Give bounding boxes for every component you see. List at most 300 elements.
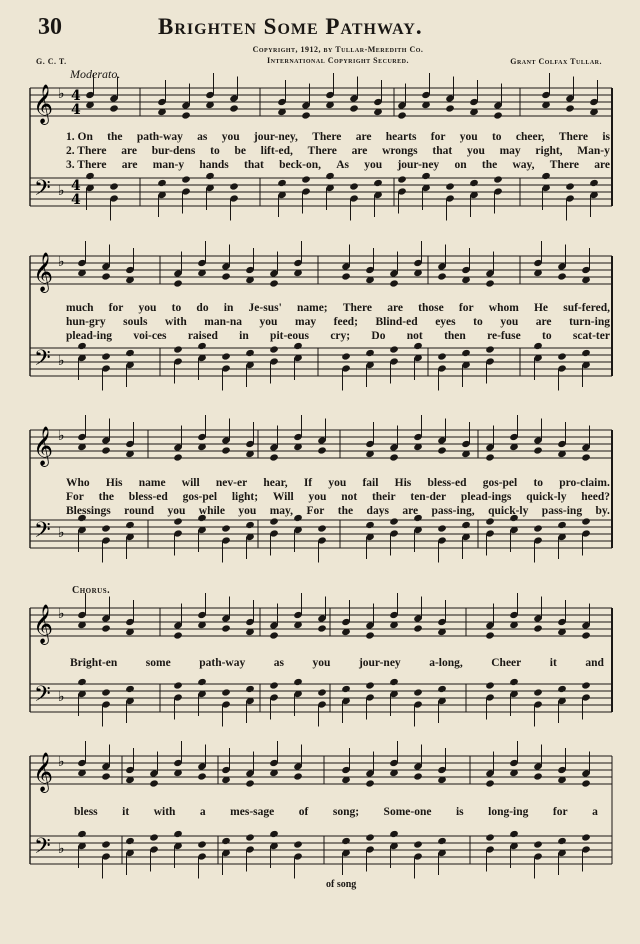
time-signature-digit: 4 [71,192,81,208]
notehead [413,342,423,350]
lyric-syllable: bless-ed [128,491,168,503]
flat-sign-icon: ♭ [58,841,65,857]
lyric-syllable: you [328,477,347,489]
lyric-syllable: raised [187,330,218,342]
lyric-syllable: may [295,316,317,328]
lyric-syllable: As [336,159,350,171]
lyric-syllable: pit-eous [270,330,310,342]
notehead [397,175,407,183]
lyric-syllable: beck-on, [279,159,321,171]
lyric-syllable: to [210,145,220,157]
lyric-syllable: right, [535,145,563,157]
notehead [245,779,255,787]
lyric-syllable: There [549,159,579,171]
notehead [589,179,599,187]
notehead [269,453,279,461]
lyric-syllable: ten-der [410,491,447,503]
lyric-syllable: to [533,477,544,489]
lyric-syllable: not [406,330,423,342]
notehead [485,517,495,525]
notehead [389,279,399,287]
lyric-syllable: voi-ces [133,330,167,342]
treble-clef-icon: 𝄞 [33,84,54,124]
lyric-syllable: for [552,806,568,818]
lyric-syllable: you [138,302,157,314]
lyric-syllable: you [459,131,478,143]
lyric-syllable: There [312,131,342,143]
lyric-syllable: hands [199,159,229,171]
flat-sign-icon: ♭ [58,86,65,102]
notehead [445,104,455,112]
lyric-syllable: a [199,806,206,818]
lyrics-system3-verse3 [66,505,610,517]
notehead [557,521,567,529]
notehead [101,772,111,780]
notehead [293,342,303,350]
lyric-syllable: man-y [152,159,185,171]
lyric-syllable: quick-ly [526,491,567,503]
lyric-syllable: by. [595,505,610,517]
notehead [125,521,135,529]
time-signature-digit: 4 [71,178,81,194]
notehead [341,837,351,845]
notehead [173,631,183,639]
flat-sign-icon: ♭ [58,254,65,270]
notehead [125,685,135,693]
lyric-syllable: the [337,505,354,517]
lyric-syllable: you [238,505,257,517]
lyric-syllable: for [458,302,474,314]
notehead [221,524,231,532]
lyric-syllable: it [549,657,557,669]
notehead [541,172,551,180]
lyric-syllable: to [542,330,552,342]
notehead [109,104,119,112]
lyric-syllable: to [491,131,502,143]
lyric-syllable: you [308,491,327,503]
notehead [365,521,375,529]
notehead [389,830,399,838]
notehead [413,840,423,848]
lyric-syllable: name; [296,302,328,314]
notehead [205,172,215,180]
lyric-syllable: suf-fered, [563,302,610,314]
lyric-syllable: Je-sus' [248,302,282,314]
notehead [485,779,495,787]
lyric-syllable: eyes [435,316,456,328]
notehead [197,772,207,780]
lyric-syllable: There [342,302,372,314]
lyric-syllable: is [455,806,464,818]
notehead [509,678,519,686]
lyric-syllable: re-fuse [487,330,521,342]
notehead [365,681,375,689]
notehead [293,840,303,848]
lyric-syllable: are [121,145,137,157]
lyrics-system2-verse2 [66,316,610,328]
notehead [509,830,519,838]
notehead [421,172,431,180]
time-signature-digit: 4 [71,88,81,104]
flat-sign-icon: ♭ [58,353,65,369]
lyric-syllable: For [306,505,325,517]
notehead [365,833,375,841]
lyric-syllable: do [196,302,209,314]
flat-sign-icon: ♭ [58,525,65,541]
notehead [557,352,567,360]
notehead [221,352,231,360]
lyric-syllable: days [366,505,389,517]
lyric-syllable: pro-claim. [559,477,610,489]
lyric-syllable: while [198,505,225,517]
notehead [269,279,279,287]
notehead [181,175,191,183]
notehead [437,446,447,454]
treble-clef-icon: 𝄞 [33,752,54,792]
lyric-syllable: will [181,477,200,489]
flat-sign-icon: ♭ [58,689,65,705]
notehead [197,840,207,848]
lyric-syllable: 1. On [66,131,93,143]
lyric-syllable: mes-sage [230,806,275,818]
lyric-syllable: Will [272,491,294,503]
notehead [365,779,375,787]
lyric-syllable: you [312,657,331,669]
notehead [365,631,375,639]
notehead [157,179,167,187]
lyric-syllable: are [355,131,372,143]
notehead [445,182,455,190]
lyric-syllable: are [594,159,610,171]
lyric-syllable: as [197,131,208,143]
lyric-syllable: jour-ney [397,159,440,171]
notehead [437,837,447,845]
lyric-syllable: and [585,657,604,669]
lyric-syllable: you [500,316,519,328]
lyric-syllable: plead-ings [460,491,512,503]
notehead [485,681,495,689]
lyric-syllable: are [351,145,368,157]
lyric-syllable: long-ing [488,806,529,818]
hymn-title: Brighten Some Pathway. [158,14,423,39]
notehead [341,685,351,693]
lyric-syllable: Who [66,477,90,489]
lyric-syllable: heed? [581,491,610,503]
lyric-syllable: souls [123,316,148,328]
lyric-syllable: nev-er [215,477,248,489]
lyric-syllable: If [303,477,313,489]
lyric-syllable: for [430,131,446,143]
notehead [293,678,303,686]
notehead [413,772,423,780]
notehead [533,840,543,848]
copyright-line-1: Copyright, 1912, by Tullar-Meredith Co. [252,45,424,54]
notehead [245,349,255,357]
lyric-syllable: gos-pel [182,491,218,503]
notehead [101,352,111,360]
notehead [437,352,447,360]
lyric-syllable: jour-ney [358,657,401,669]
notehead [485,833,495,841]
lyric-syllable: Bright-en [70,657,118,669]
lyric-syllable: feed; [333,316,358,328]
lyric-syllable: turn-ing [569,316,610,328]
notehead [461,521,471,529]
lyric-syllable: much [66,302,94,314]
copyright-line-2: International Copyright Secured. [267,56,409,65]
lyric-syllable: Blind-ed [375,316,418,328]
notehead [173,830,183,838]
lyric-syllable: man-na [204,316,242,328]
notehead [229,182,239,190]
lyric-syllable: are [387,302,403,314]
lyrics-system3-verse2 [66,491,610,503]
notehead [533,624,543,632]
lyric-syllable: a-long, [429,657,463,669]
treble-clef-icon: 𝄞 [33,426,54,466]
notehead [397,111,407,119]
lyric-syllable: then [444,330,466,342]
lyric-syllable: their [371,491,396,503]
notehead [437,685,447,693]
lyrics-system3-verse1 [66,477,610,489]
notehead [565,104,575,112]
lyric-syllable: may, [269,505,294,517]
lyric-syllable: for [108,302,124,314]
lyric-syllable: There [307,145,337,157]
lyric-syllable: way, [512,159,535,171]
notehead [221,837,231,845]
notehead [485,453,495,461]
lyric-syllable: in [223,302,234,314]
lyric-syllable: hear, [263,477,288,489]
notehead [197,342,207,350]
lyric-syllable: to [473,316,483,328]
tempo-marking: Moderato. [70,67,121,81]
notehead [365,349,375,357]
notehead [557,837,567,845]
lyric-syllable: round [124,505,155,517]
lyric-syllable: those [418,302,444,314]
lyric-syllable: path-way [199,657,246,669]
notehead [301,111,311,119]
lyric-syllable: with [153,806,176,818]
notehead [101,524,111,532]
notehead [77,678,87,686]
notehead [317,624,327,632]
notehead [245,521,255,529]
notehead [389,678,399,686]
lyric-syllable: jour-ney, [253,131,298,143]
notehead [349,182,359,190]
bass-clef-icon: 𝄢 [34,176,51,206]
lyric-syllable: song; [332,806,360,818]
lyric-syllable: His [394,477,412,489]
lyric-syllable: may [499,145,521,157]
treble-clef-icon: 𝄞 [33,252,54,292]
notehead [229,104,239,112]
notehead [149,833,159,841]
lyric-syllable: pass-ing [541,505,583,517]
lyric-syllable: to [171,302,182,314]
lyric-syllable: bless-ed [427,477,467,489]
notehead [533,524,543,532]
lyrics-chorus-line2 [74,806,598,818]
lyric-syllable: you [259,316,278,328]
notehead [245,685,255,693]
treble-clef-icon: 𝄞 [33,604,54,644]
lyric-syllable: quick-ly [488,505,529,517]
lyric-syllable: the [107,131,123,143]
lyric-syllable: as [273,657,284,669]
notehead [437,272,447,280]
lyric-syllable: whom [488,302,519,314]
lyric-syllable: fail [362,477,379,489]
notehead [389,517,399,525]
lyric-syllable: it [122,806,130,818]
lyric-syllable: Man-y [577,145,610,157]
lyric-syllable: scat-ter [572,330,610,342]
lyric-syllable: with [165,316,187,328]
notehead [581,517,591,525]
notehead [413,624,423,632]
notehead [197,678,207,686]
notehead [101,446,111,454]
lyric-syllable: that [432,145,453,157]
bass-clef-icon: 𝄢 [34,682,51,712]
notehead [557,685,567,693]
lyric-syllable: are [121,159,138,171]
notehead [341,272,351,280]
lyric-syllable: wrongs [382,145,418,157]
bass-clef-icon: 𝄢 [34,346,51,376]
lyric-syllable: some [145,657,171,669]
notehead [181,111,191,119]
notehead [461,349,471,357]
lyric-syllable: 2. There [66,145,107,157]
lyric-syllable: hearts [385,131,417,143]
bass-clef-icon: 𝄢 [34,834,51,864]
lyric-syllable: For [66,491,84,503]
notehead [581,833,591,841]
notehead [101,272,111,280]
notehead [101,624,111,632]
notehead [173,345,183,353]
lyric-syllable: of [298,806,309,818]
lyric-syllable: gos-pel [482,477,518,489]
lyrics-system1-verse3 [66,159,610,171]
notehead [293,772,303,780]
notehead [533,342,543,350]
page-number: 30 [38,14,62,40]
lyric-syllable: lift-ed, [260,145,293,157]
notehead [581,681,591,689]
notehead [437,524,447,532]
notehead [101,688,111,696]
notehead [149,779,159,787]
notehead [317,446,327,454]
notehead [125,349,135,357]
flat-sign-icon: ♭ [58,428,65,444]
lyric-syllable: is [602,131,610,143]
time-signature-digit: 4 [71,102,81,118]
lyric-syllable: cheer, [515,131,545,143]
flat-sign-icon: ♭ [58,754,65,770]
notehead [349,104,359,112]
notehead [221,688,231,696]
lyric-syllable: cry; [330,330,351,342]
notehead [533,772,543,780]
notehead [173,453,183,461]
notehead [557,272,567,280]
lyric-syllable: are [402,505,419,517]
lyric-syllable: you [167,505,186,517]
lyric-syllable: Some-one [383,806,432,818]
notehead [493,111,503,119]
lyricist-initials: G. C. T. [36,57,67,66]
chorus-label: Chorus. [72,585,111,596]
notehead [485,631,495,639]
bass-clef-icon: 𝄢 [34,518,51,548]
lyric-syllable: you [466,145,485,157]
notehead [125,837,135,845]
lyric-syllable: the [98,491,115,503]
notehead [533,446,543,454]
notehead [221,446,231,454]
lyric-syllable: There [558,131,588,143]
notehead [173,517,183,525]
notehead [493,175,503,183]
notehead [325,172,335,180]
notehead [221,624,231,632]
notehead [581,453,591,461]
notehead [341,352,351,360]
flat-sign-icon: ♭ [58,183,65,199]
notehead [269,517,279,525]
notehead [581,349,591,357]
lyric-syllable: hun-gry [66,316,106,328]
notehead [173,681,183,689]
lyric-syllable: are [535,316,552,328]
lyric-syllable: Blessings [66,505,111,517]
notehead [533,688,543,696]
lyric-syllable: you [364,159,383,171]
notehead [389,345,399,353]
notehead [269,631,279,639]
notehead [77,830,87,838]
notehead [221,272,231,280]
lyric-syllable: a [592,806,598,818]
notehead [317,688,327,696]
lyric-syllable: 3. There [66,159,107,171]
lyric-syllable: on [454,159,467,171]
notehead [581,779,591,787]
notehead [85,172,95,180]
notehead [469,179,479,187]
notehead [77,342,87,350]
lyric-syllable: in [239,330,249,342]
notehead [277,179,287,187]
notehead [269,345,279,353]
lyric-syllable: the [481,159,498,171]
notehead [373,179,383,187]
composer-name: Grant Colfax Tullar. [510,57,602,66]
notehead [317,524,327,532]
lyric-syllable: He [533,302,549,314]
lyric-syllable: Cheer [491,657,522,669]
notehead [413,688,423,696]
lyric-syllable: bless [74,806,98,818]
